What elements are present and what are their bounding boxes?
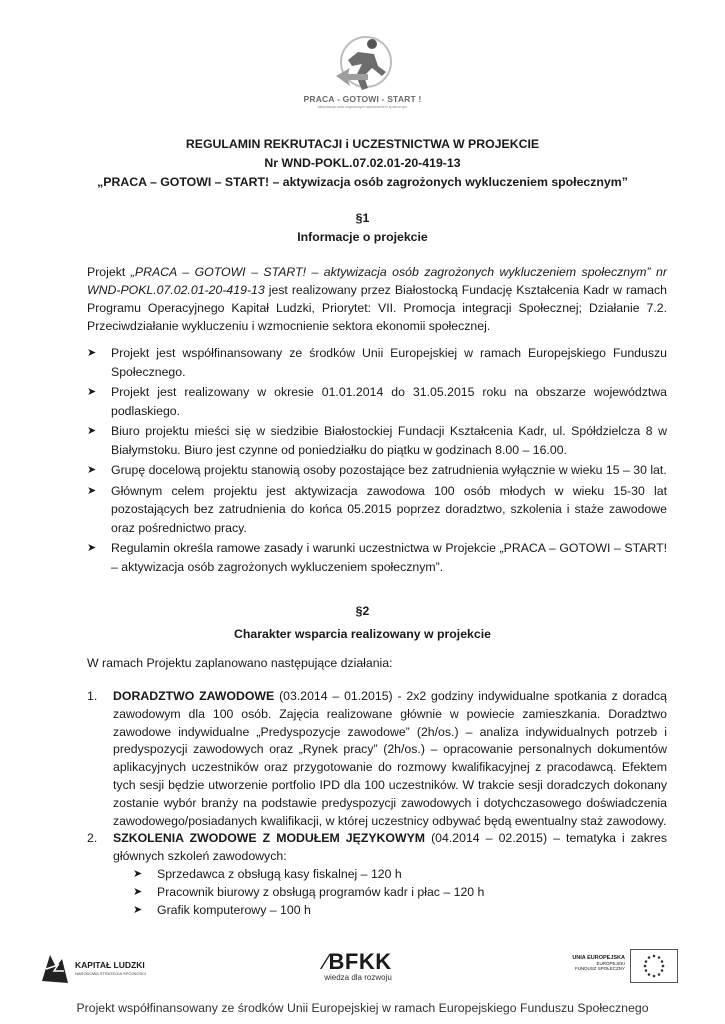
section2-number: §2 — [355, 604, 370, 618]
arrow-bullet-icon: ➤ — [87, 347, 97, 359]
section1-intro — [87, 263, 667, 335]
bfkk-logo — [308, 949, 408, 982]
list-item — [87, 539, 667, 576]
arrow-bullet-icon: ➤ — [133, 885, 143, 898]
bullet-text: Regulamin określa ramowe zasady i warunki uczestnictwa w Projekcie „PRACA – GOTOWI – START! – aktywizacja osób zagrożonych wykluczeniem społecznym”. — [111, 541, 667, 574]
intro-suffix: jest realizowany przez Białostocką Fundację Kształcenia Kadr w ramach Programu Operacyjnego Kapitał Ludzki, Priorytet: VII. Promocja integracji Społecznej; Działanie 7.2. Przeciwdziałanie wykluczeniu i wzmocnienie sektora ekonomii społecznej. — [87, 283, 667, 333]
arrow-bullet-icon: ➤ — [133, 867, 143, 880]
ue-label — [555, 955, 625, 971]
runner-logo-icon — [328, 32, 398, 94]
bullet-text: Projekt jest współfinansowany ze środków Unii Europejskiej w ramach Europejskiego Funduszu Społecznego. — [111, 346, 667, 379]
sub-list-item — [133, 866, 667, 884]
item-title: SZKOLENIA ZWODOWE Z MODUŁEM JĘZYKOWYM — [113, 831, 426, 846]
header-number: Nr WND-POKL.07.02.01-20-419-13 — [264, 156, 461, 170]
arrow-bullet-icon: ➤ — [87, 484, 97, 497]
document-header — [60, 135, 665, 192]
bfkk-slash-icon: ∕ — [324, 949, 329, 974]
list-item — [87, 422, 667, 459]
ue-line2: EUROPEJSKI — [596, 961, 625, 966]
arrow-bullet-icon: ➤ — [87, 425, 97, 437]
item-number: 2. — [87, 831, 98, 846]
sub-item-text: Grafik komputerowy – 100 h — [157, 902, 311, 917]
item-number: 1. — [87, 689, 98, 703]
arrow-bullet-icon: ➤ — [87, 464, 97, 476]
item-title: DORADZTWO ZAWODOWE — [113, 689, 275, 703]
footer-note: Projekt współfinansowany ze środków Unii Europejskiej w ramach Europejskiego Funduszu Społecznego — [76, 1001, 649, 1015]
header-title: REGULAMIN REKRUTACJI i UCZESTNICTWA W PROJEKCIE — [185, 137, 540, 151]
arrow-bullet-icon: ➤ — [87, 542, 97, 554]
bfkk-tagline: wiedza dla rozwoju — [324, 973, 392, 982]
arrow-bullet-icon: ➤ — [133, 903, 143, 916]
bullet-text: Głównym celem projektu jest aktywizacja zawodowa 100 osób młodych w wieku 15-30 lat pozostających bez zatrudnienia do końca 05.2015 poprzez doradztwo, szkolenia i staże zawodowe oraz pośrednictwo pracy. — [111, 483, 667, 535]
footer-logos — [0, 945, 725, 990]
list-item — [87, 830, 667, 919]
section2-title: Charakter wsparcia realizowany w projekcie — [234, 627, 491, 641]
kapital-ludzki-subtitle: NARODOWA STRATEGIA SPÓJNOŚCI — [75, 971, 147, 976]
arrow-bullet-icon: ➤ — [87, 386, 97, 398]
item-text: (03.2014 – 01.2015) - 2x2 godziny indywidualne spotkania z doradcą zawodowym dla 100 osób. Zajęcia realizowane głównie w powiecie zamieszkania. Doradztwo zawodowe indywidualne „Predyspozycje zawodowe” (2h/os.) – analiza indywidualnych potrzeb i predyspozycji zawodowych oraz „Rynek pracy” (2h/os.) – opracowanie personalnych dokumentów aplikacyjnych uczestników oraz przygotowanie do rozmowy kwalifikacyjnej z pracodawcą. Efektem tych sesji będzie utworzenie portfolio IPD dla 100 uczestników. W trakcie sesji doradczych dokonany zostanie wybór branży na podstawie predyspozycji zawodowych i dotychczasowego doświadczenia zawodowego/posiadanych kwalifikacji, w której uczestnicy odbywać będą ewentualny staż zawodowy. — [113, 689, 667, 828]
ue-line3: FUNDUSZ SPOŁECZNY — [574, 966, 625, 971]
section2-numbered-list — [87, 688, 667, 919]
section2-intro: W ramach Projektu zaplanowano następujące działania: — [87, 656, 393, 670]
list-item — [87, 344, 667, 381]
training-sub-list — [113, 866, 667, 919]
list-item — [87, 482, 667, 538]
kapital-ludzki-logo-icon — [40, 951, 70, 987]
ue-line1: UNIA EUROPEJSKA — [572, 955, 625, 961]
list-item — [87, 383, 667, 420]
bullet-text: Grupę docelową projektu stanowią osoby pozostające bez zatrudnienia wyłącznie w wieku 15 – 30 lat. — [111, 463, 667, 477]
list-item — [87, 688, 667, 830]
bullet-text: Biuro projektu mieści się w siedzibie Białostockiej Fundacji Kształcenia Kadr, ul. Spółdzielcza 8 w Białymstoku. Biuro jest czynne od poniedziałku do piątku w godzinach 8.00 – 16.00. — [111, 424, 667, 457]
item-text: (04.2014 – 02.2015) – tematyka i zakres głównych szkoleń zawodowych: — [113, 831, 667, 864]
header-project-name: „PRACA – GOTOWI – START! – aktywizacja osób zagrożonych wykluczeniem społecznym” — [97, 175, 628, 189]
bfkk-mark: BFKK — [328, 949, 392, 974]
sub-item-text: Sprzedawca z obsługą kasy fiskalnej – 120 h — [157, 866, 402, 881]
sub-list-item — [133, 902, 667, 920]
section1-number: §1 — [355, 211, 370, 225]
sub-item-text: Pracownik biurowy z obsługą programów kadr i płac – 120 h — [157, 884, 485, 899]
project-logo — [300, 32, 425, 122]
intro-italic: „PRACA – GOTOWI – START! – aktywizacja osób zagrożonych wykluczeniem społecznym” nr WND-POKL.07.02.01-20-419-13 — [87, 265, 667, 297]
section1-heading — [60, 209, 665, 247]
eu-flag-icon — [630, 949, 678, 983]
sub-list-item — [133, 884, 667, 902]
section1-bullet-list — [87, 344, 667, 578]
kapital-ludzki-name: KAPITAŁ LUDZKI — [75, 960, 145, 970]
logo-name: PRACA - GOTOWI - START ! — [303, 94, 422, 104]
logo-tagline: aktywizacja osób zagrożonych wykluczeniem społecznym — [317, 105, 408, 109]
section1-title: Informacje o projekcie — [297, 230, 428, 244]
bullet-text: Projekt jest realizowany w okresie 01.01.2014 do 31.05.2015 roku na obszarze województwa podlaskiego. — [111, 385, 667, 418]
list-item — [87, 461, 667, 480]
intro-prefix: Projekt — [87, 265, 131, 279]
